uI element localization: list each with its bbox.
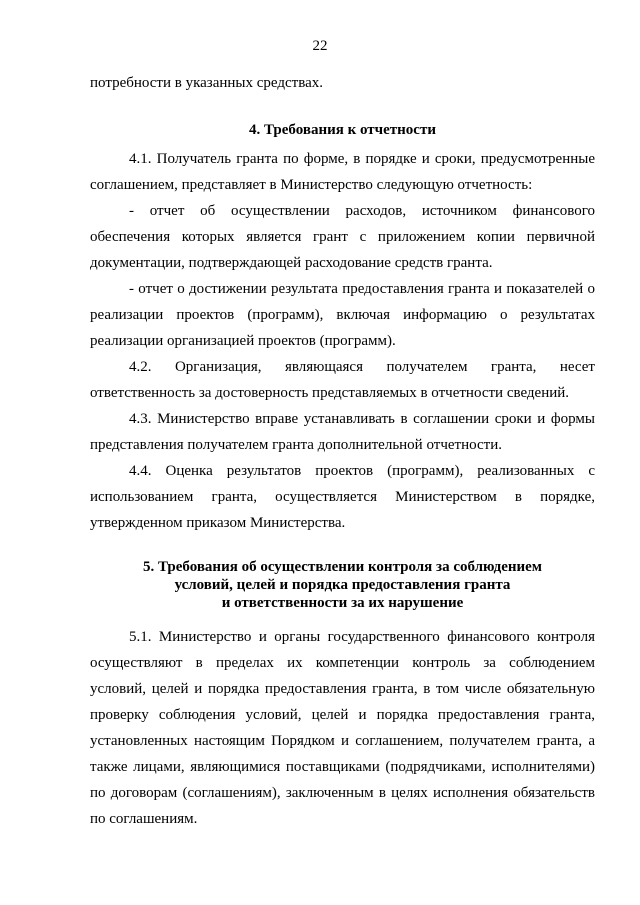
text-line: по соглашениям. — [90, 811, 198, 827]
text-line: также лицами, являющимися поставщиками (подрядчиками, исполнителями) — [90, 759, 595, 775]
text-line: 4.3. Министерство вправе устанавливать в соглашении сроки и формы — [129, 411, 595, 427]
page-number: 22 — [312, 38, 328, 54]
section-5-heading-line: и ответственности за их нарушение — [221, 595, 464, 611]
section-5-heading-line: условий, целей и порядка предоставления гранта — [174, 577, 511, 593]
text-line: представления получателем гранта дополнительной отчетности. — [90, 437, 502, 453]
text-line: утвержденном приказом Министерства. — [90, 515, 346, 531]
text-line: 4.2. Организация, являющаяся получателем гранта, несет — [129, 359, 595, 375]
text-line: реализации организацией проектов (программ). — [90, 333, 396, 349]
text-line: потребности в указанных средствах. — [90, 75, 324, 91]
text-line: по договорам (соглашениям), заключенным в целях исполнения обязательств — [90, 785, 595, 801]
section-5-heading-line: 5. Требования об осуществлении контроля за соблюдением — [142, 559, 543, 575]
text-line: обеспечения которых является грант с приложением копии первичной — [90, 229, 595, 245]
text-line: документации, подтверждающей расходование средств гранта. — [90, 255, 493, 271]
text-line: осуществляют в пределах их компетенции контроль за соблюдением — [90, 655, 595, 671]
text-line: соглашением, представляет в Министерство следующую отчетность: — [90, 177, 533, 193]
text-line: реализации проектов (программ), включая информацию о результатах — [90, 307, 595, 323]
text-line: проверку соблюдения условий, целей и порядка предоставления гранта, — [90, 707, 595, 723]
text-line: установленных настоящим Порядком и соглашением, получателем гранта, а — [90, 733, 595, 749]
text-line: использованием гранта, осуществляется Министерством в порядке, — [90, 489, 595, 505]
text-line: - отчет о достижении результата предоставления гранта и показателей о — [129, 281, 595, 297]
text-line: условий, целей и порядка предоставления гранта, в том числе обязательную — [90, 681, 595, 697]
text-line: 5.1. Министерство и органы государственного финансового контроля — [129, 629, 595, 645]
section-4-heading: 4. Требования к отчетности — [249, 122, 436, 138]
text-line: 4.4. Оценка результатов проектов (программ), реализованных с — [129, 463, 595, 479]
text-line: - отчет об осуществлении расходов, источником финансового — [129, 203, 595, 219]
text-line: 4.1. Получатель гранта по форме, в порядке и сроки, предусмотренные — [129, 151, 595, 167]
text-line: ответственность за достоверность представляемых в отчетности сведений. — [90, 385, 570, 401]
